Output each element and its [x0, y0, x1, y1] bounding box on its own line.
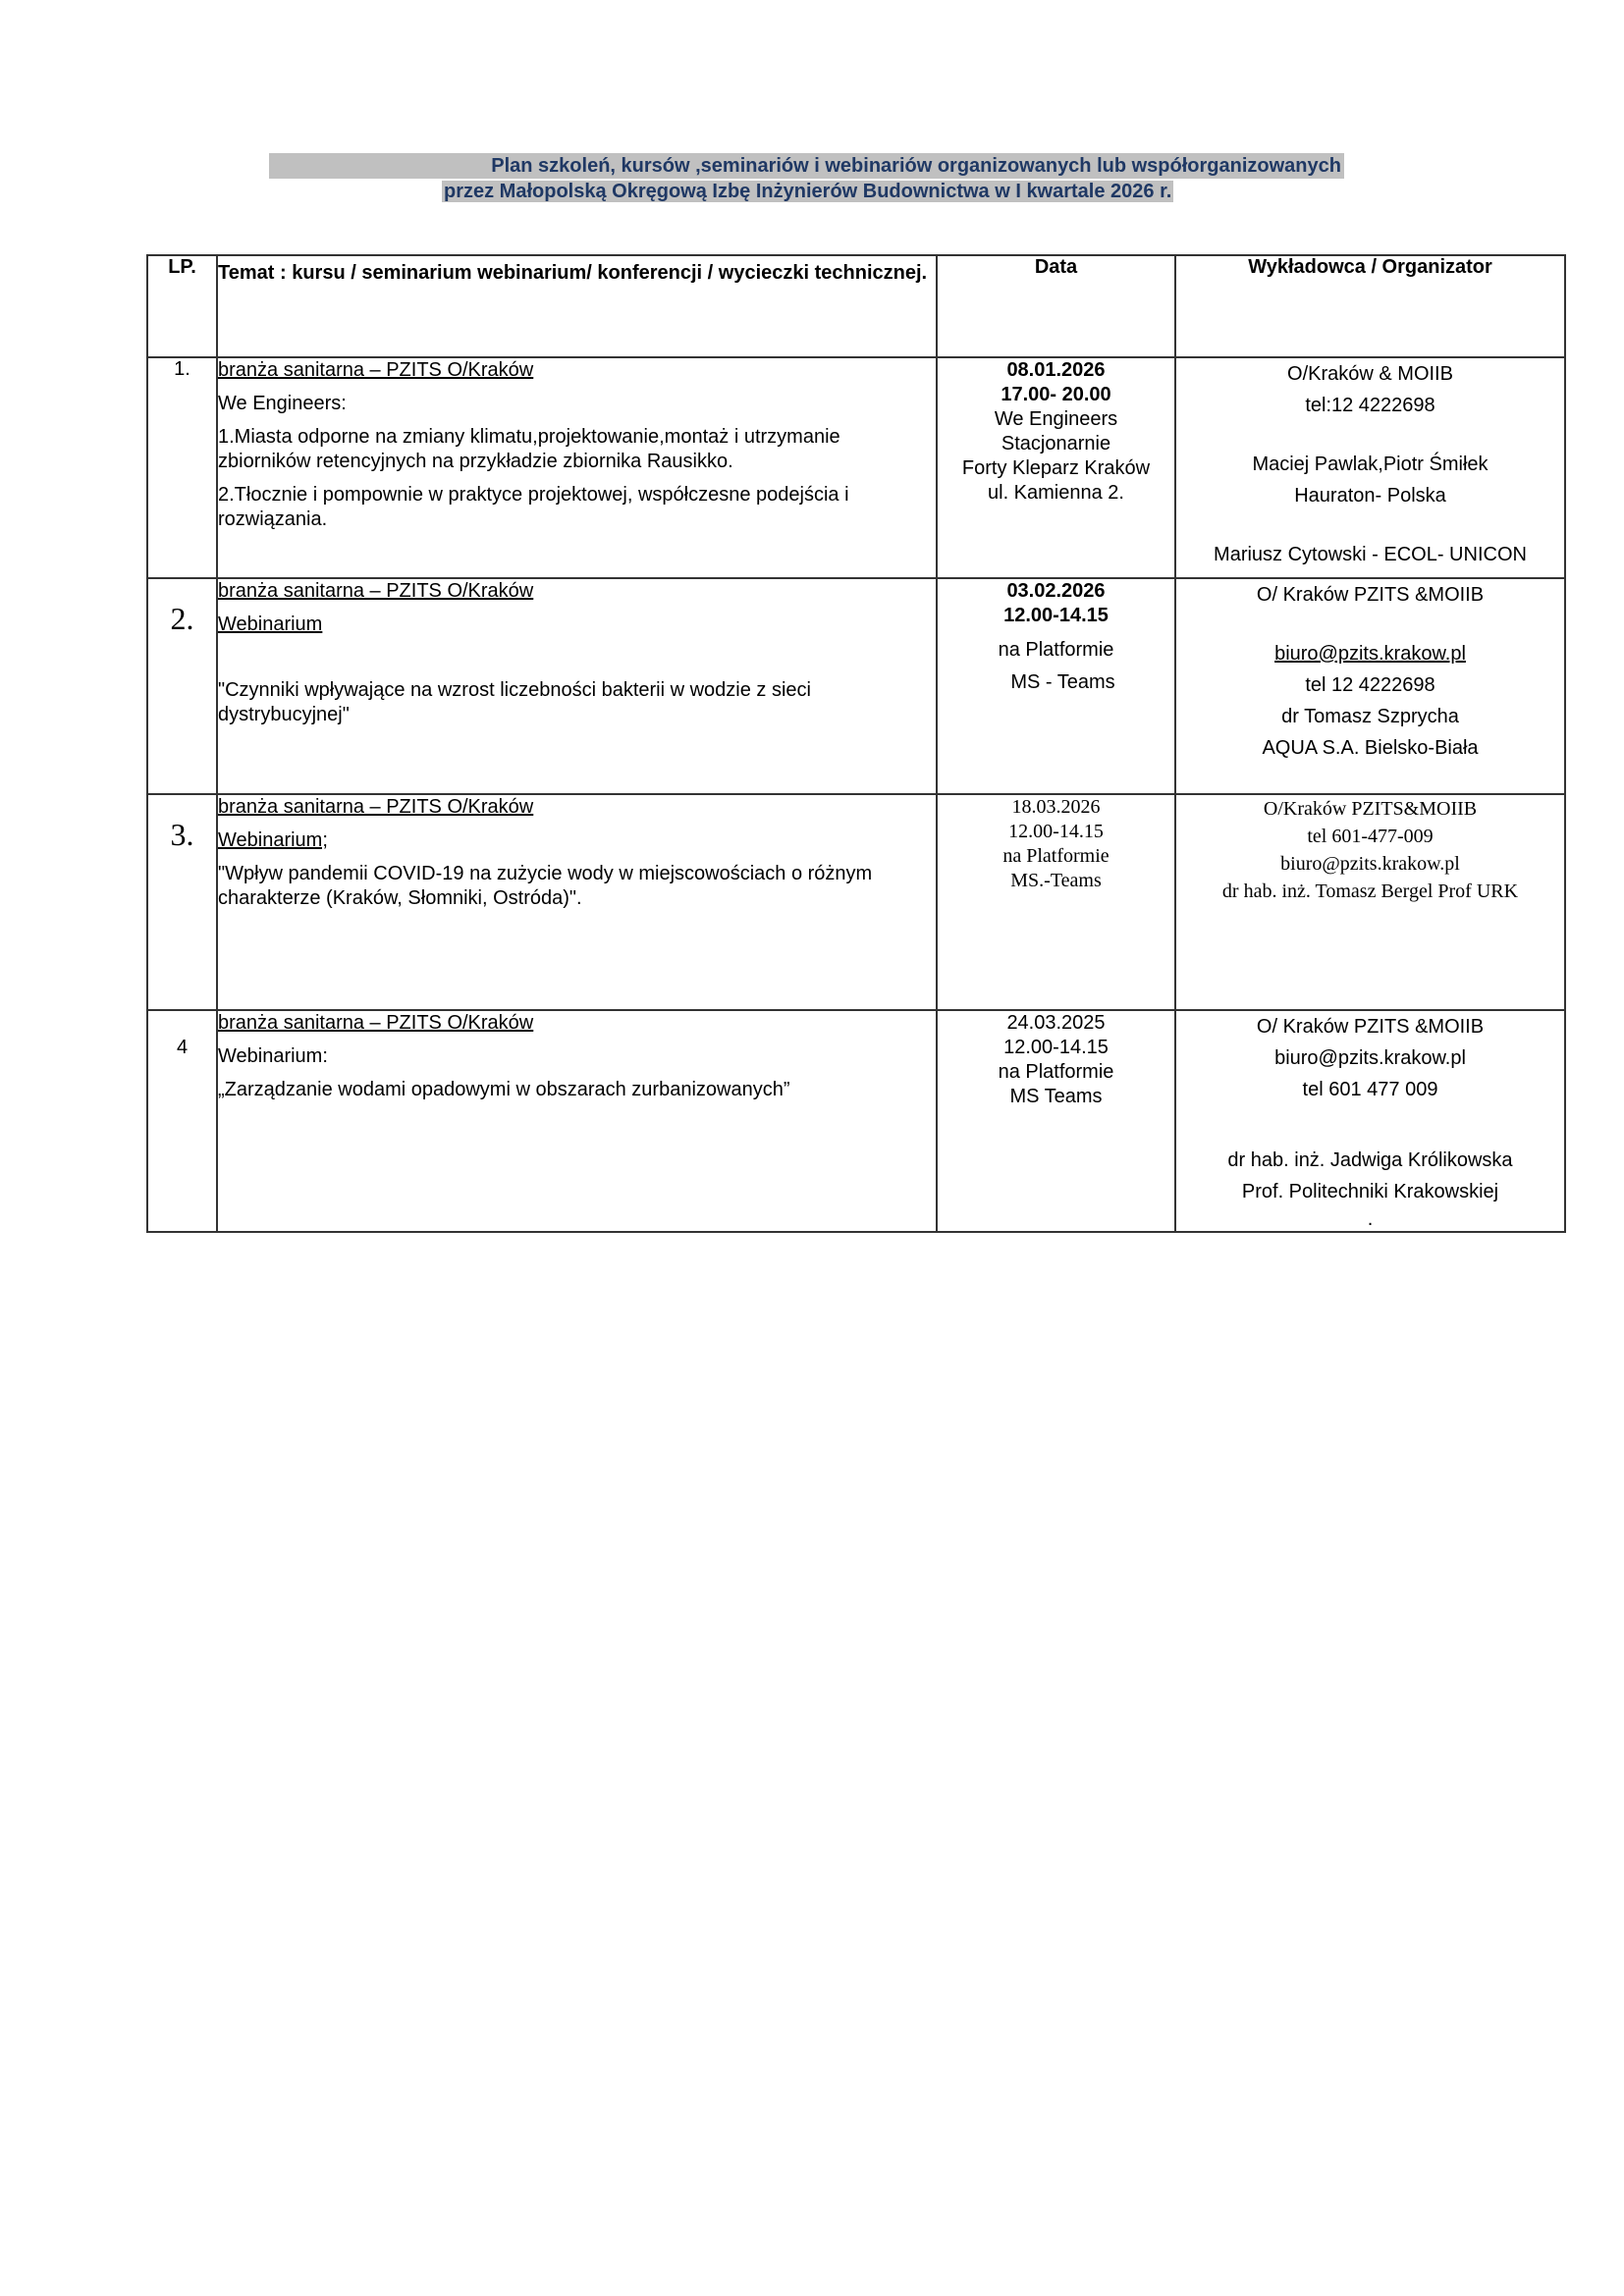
event-time: 12.00-14.15	[1003, 1037, 1109, 1058]
lecturer-company: Hauraton- Polska	[1294, 485, 1446, 507]
organizer-cell	[1175, 578, 1565, 794]
organizer-name: O/Kraków & MOIIB	[1287, 363, 1453, 385]
event-time: 12.00-14.15	[1008, 821, 1104, 842]
topic-cell	[217, 578, 937, 794]
topic-item: 1.Miasta odporne na zmiany klimatu,projektowanie,montaż i utrzymanie zbiorników retencyjnych na przykładzie zbiornika Rausikko.	[218, 426, 840, 472]
branch-label: branża sanitarna – PZITS O/Kraków	[218, 359, 534, 381]
event-time: 12.00-14.15	[1003, 605, 1109, 626]
branch-label: branża sanitarna – PZITS O/Kraków	[218, 1012, 534, 1034]
organizer-phone: tel 601-477-009	[1307, 826, 1434, 847]
organizer-phone: tel:12 4222698	[1305, 395, 1435, 416]
event-place: Stacjonarnie	[1001, 433, 1111, 454]
header-organizer: Wykładowca / Organizator	[1175, 255, 1565, 357]
title-line-1: Plan szkoleń, kursów ,seminariów i webinariów organizowanych lub współorganizowanych	[269, 153, 1344, 179]
organizer-phone: tel 601 477 009	[1302, 1079, 1438, 1100]
organizer-cell	[1175, 794, 1565, 1010]
event-date: 03.02.2026	[1006, 580, 1106, 602]
date-cell	[937, 357, 1175, 578]
organizer-name: O/ Kraków PZITS &MOIIB	[1256, 584, 1485, 606]
lecturer-name: dr Tomasz Szprycha	[1281, 706, 1459, 727]
organizer-email[interactable]: biuro@pzits.krakow.pl	[1280, 853, 1460, 875]
table-row	[147, 1010, 1565, 1232]
event-place: MS.-Teams	[1010, 870, 1102, 891]
event-place: MS - Teams	[1010, 671, 1115, 693]
topic-item: "Wpływ pandemii COVID-19 na zużycie wody w miejscowościach o różnym charakterze (Kraków, Słomniki, Ostróda)".	[218, 863, 873, 909]
date-cell	[937, 1010, 1175, 1232]
organizer-name: O/ Kraków PZITS &MOIIB	[1256, 1016, 1485, 1038]
branch-label: branża sanitarna – PZITS O/Kraków	[218, 796, 534, 818]
branch-label: branża sanitarna – PZITS O/Kraków	[218, 580, 534, 602]
row-number: 1.	[147, 357, 217, 578]
lecturer-name: dr hab. inż. Jadwiga Królikowska	[1227, 1149, 1513, 1171]
organizer-name: O/Kraków PZITS&MOIIB	[1263, 798, 1478, 820]
event-place: We Engineers	[994, 408, 1118, 430]
lecturer-name: dr hab. inż. Tomasz Bergel Prof URK	[1221, 881, 1519, 902]
lecturer-affiliation: Prof. Politechniki Krakowskiej	[1241, 1181, 1499, 1202]
event-date: 08.01.2026	[1006, 359, 1106, 381]
row-number: 3.	[147, 794, 217, 1010]
topic-cell	[217, 357, 937, 578]
trailing-dot: .	[1367, 1208, 1374, 1230]
title-line-2: przez Małopolską Okręgową Izbę Inżynierów Budownictwa w I kwartale 2026 r.	[444, 181, 1172, 202]
event-place: MS Teams	[1009, 1086, 1103, 1107]
document-title	[269, 153, 1344, 204]
lecturer-company: AQUA S.A. Bielsko-Biała	[1262, 737, 1479, 759]
organizer-cell	[1175, 1010, 1565, 1232]
organizer-cell	[1175, 357, 1565, 578]
event-place: na Platformie	[998, 639, 1114, 661]
topic-cell	[217, 794, 937, 1010]
topic-item: „Zarządzanie wodami opadowymi w obszarach zurbanizowanych”	[218, 1079, 790, 1100]
table-row	[147, 794, 1565, 1010]
event-type: Webinarium;	[218, 829, 328, 851]
row-number: 4	[147, 1010, 217, 1232]
organizer-phone: tel 12 4222698	[1305, 674, 1435, 696]
event-time: 17.00- 20.00	[1001, 384, 1111, 405]
row-number: 2.	[147, 578, 217, 794]
date-cell	[937, 578, 1175, 794]
topic-item: "Czynniki wpływające na wzrost liczebności bakterii w wodzie z sieci dystrybucyjnej"	[218, 679, 811, 725]
table-row	[147, 357, 1565, 578]
table-row	[147, 578, 1565, 794]
lecturer-name: Maciej Pawlak,Piotr Śmiłek	[1252, 454, 1489, 475]
lecturer-name: Mariusz Cytowski - ECOL- UNICON	[1214, 544, 1527, 565]
event-type: We Engineers:	[218, 393, 347, 414]
event-date: 24.03.2025	[1006, 1012, 1106, 1034]
event-type: Webinarium	[218, 614, 323, 635]
topic-item: 2.Tłocznie i pompownie w praktyce projektowej, współczesne podejścia i rozwiązania.	[218, 484, 849, 530]
header-topic: Temat : kursu / seminarium webinarium/ konferencji / wycieczki technicznej.	[217, 255, 937, 357]
event-date: 18.03.2026	[1011, 796, 1101, 818]
organizer-email[interactable]: biuro@pzits.krakow.pl	[1274, 1047, 1466, 1069]
organizer-email[interactable]: biuro@pzits.krakow.pl	[1274, 643, 1466, 665]
date-cell	[937, 794, 1175, 1010]
training-plan-table	[146, 254, 1566, 1233]
topic-cell	[217, 1010, 937, 1232]
event-place: na Platformie	[998, 1061, 1114, 1083]
header-date: Data	[937, 255, 1175, 357]
header-lp: LP.	[147, 255, 217, 357]
event-place: na Platformie	[1002, 845, 1110, 867]
event-type: Webinarium:	[218, 1045, 328, 1067]
table-header-row	[147, 255, 1565, 357]
event-place: Forty Kleparz Kraków	[961, 457, 1151, 479]
event-place: ul. Kamienna 2.	[988, 482, 1124, 504]
